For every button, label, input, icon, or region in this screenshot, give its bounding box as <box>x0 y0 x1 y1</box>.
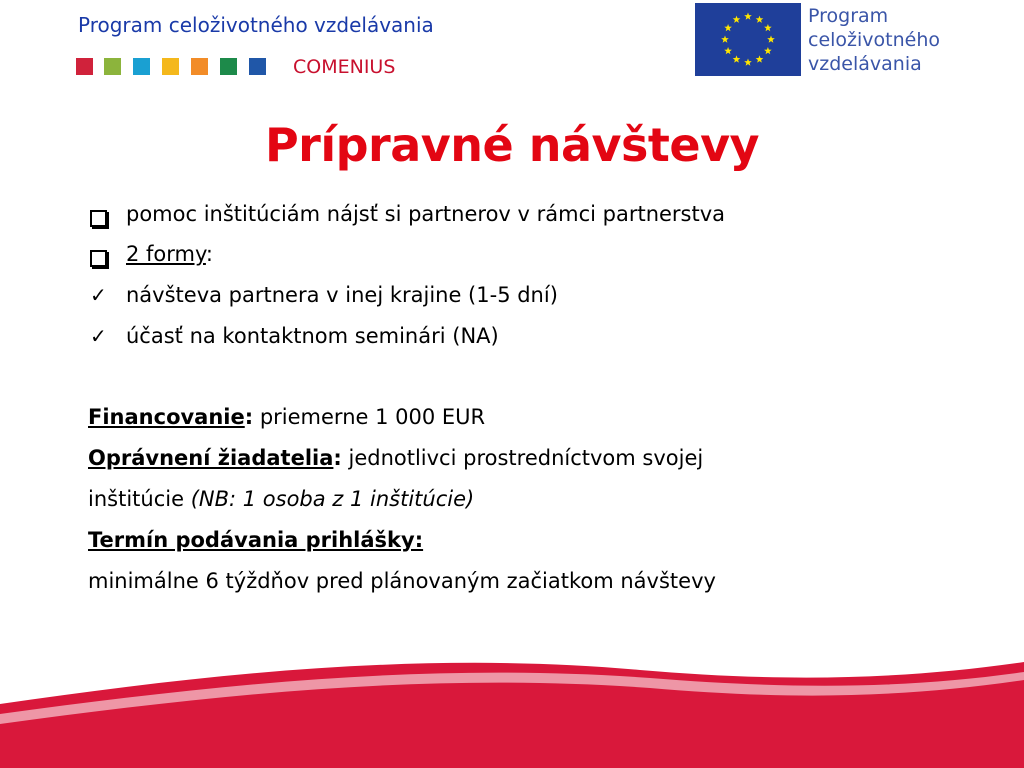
forms-link-text: 2 formy <box>126 242 206 266</box>
financing-label: Financovanie <box>88 405 245 429</box>
eligible-value-cont: inštitúcie <box>88 487 191 511</box>
bullet-text: pomoc inštitúciám nájsť si partnerov v rámci partnerstva <box>126 202 726 226</box>
deadline-value-line <box>88 569 716 593</box>
subprogram-label: COMENIUS <box>293 56 396 78</box>
eu-logo-line: celoživotného <box>808 29 941 51</box>
color-square <box>220 58 237 75</box>
color-square <box>104 58 121 75</box>
checkmark-icon: ✓ <box>90 283 107 307</box>
color-square <box>191 58 208 75</box>
eligible-line <box>88 446 703 470</box>
eu-logo-line: vzdelávania <box>808 53 922 75</box>
bullet-suffix: : <box>205 242 213 266</box>
deadline-label: Termín podávania prihlášky: <box>88 528 424 552</box>
eligible-colon: : <box>333 446 342 470</box>
bullet-text <box>126 242 213 266</box>
eligible-label: Oprávnení žiadatelia <box>88 446 334 470</box>
header-program-title: Program celoživotného vzdelávania <box>78 13 434 37</box>
eu-flag-icon <box>695 3 801 76</box>
eu-logo-text <box>808 4 940 76</box>
checkbox-square-icon <box>90 250 107 267</box>
eligible-line-cont <box>88 487 474 511</box>
checkmark-icon: ✓ <box>90 324 107 348</box>
slide-title: Prípravné návštevy <box>264 118 760 172</box>
financing-line <box>88 405 485 429</box>
color-square <box>133 58 150 75</box>
bullet-text: návšteva partnera v inej krajine (1-5 dní) <box>126 283 558 307</box>
eu-logo-line: Program <box>808 5 889 27</box>
financing-colon: : <box>244 405 254 429</box>
color-square <box>249 58 266 75</box>
deadline-label-line <box>88 528 423 552</box>
eligible-value: jednotlivci prostredníctvom svojej <box>341 446 704 470</box>
financing-value: priemerne 1 000 EUR <box>253 405 486 429</box>
eligible-note: (NB: 1 osoba z 1 inštitúcie) <box>190 487 475 511</box>
decorative-swoosh <box>0 640 1024 768</box>
deadline-value: minimálne 6 týždňov pred plánovaným začiatkom návštevy <box>88 569 716 593</box>
color-square <box>76 58 93 75</box>
bullet-text: účasť na kontaktnom seminári (NA) <box>126 324 499 348</box>
color-square <box>162 58 179 75</box>
checkbox-square-icon <box>90 210 107 227</box>
